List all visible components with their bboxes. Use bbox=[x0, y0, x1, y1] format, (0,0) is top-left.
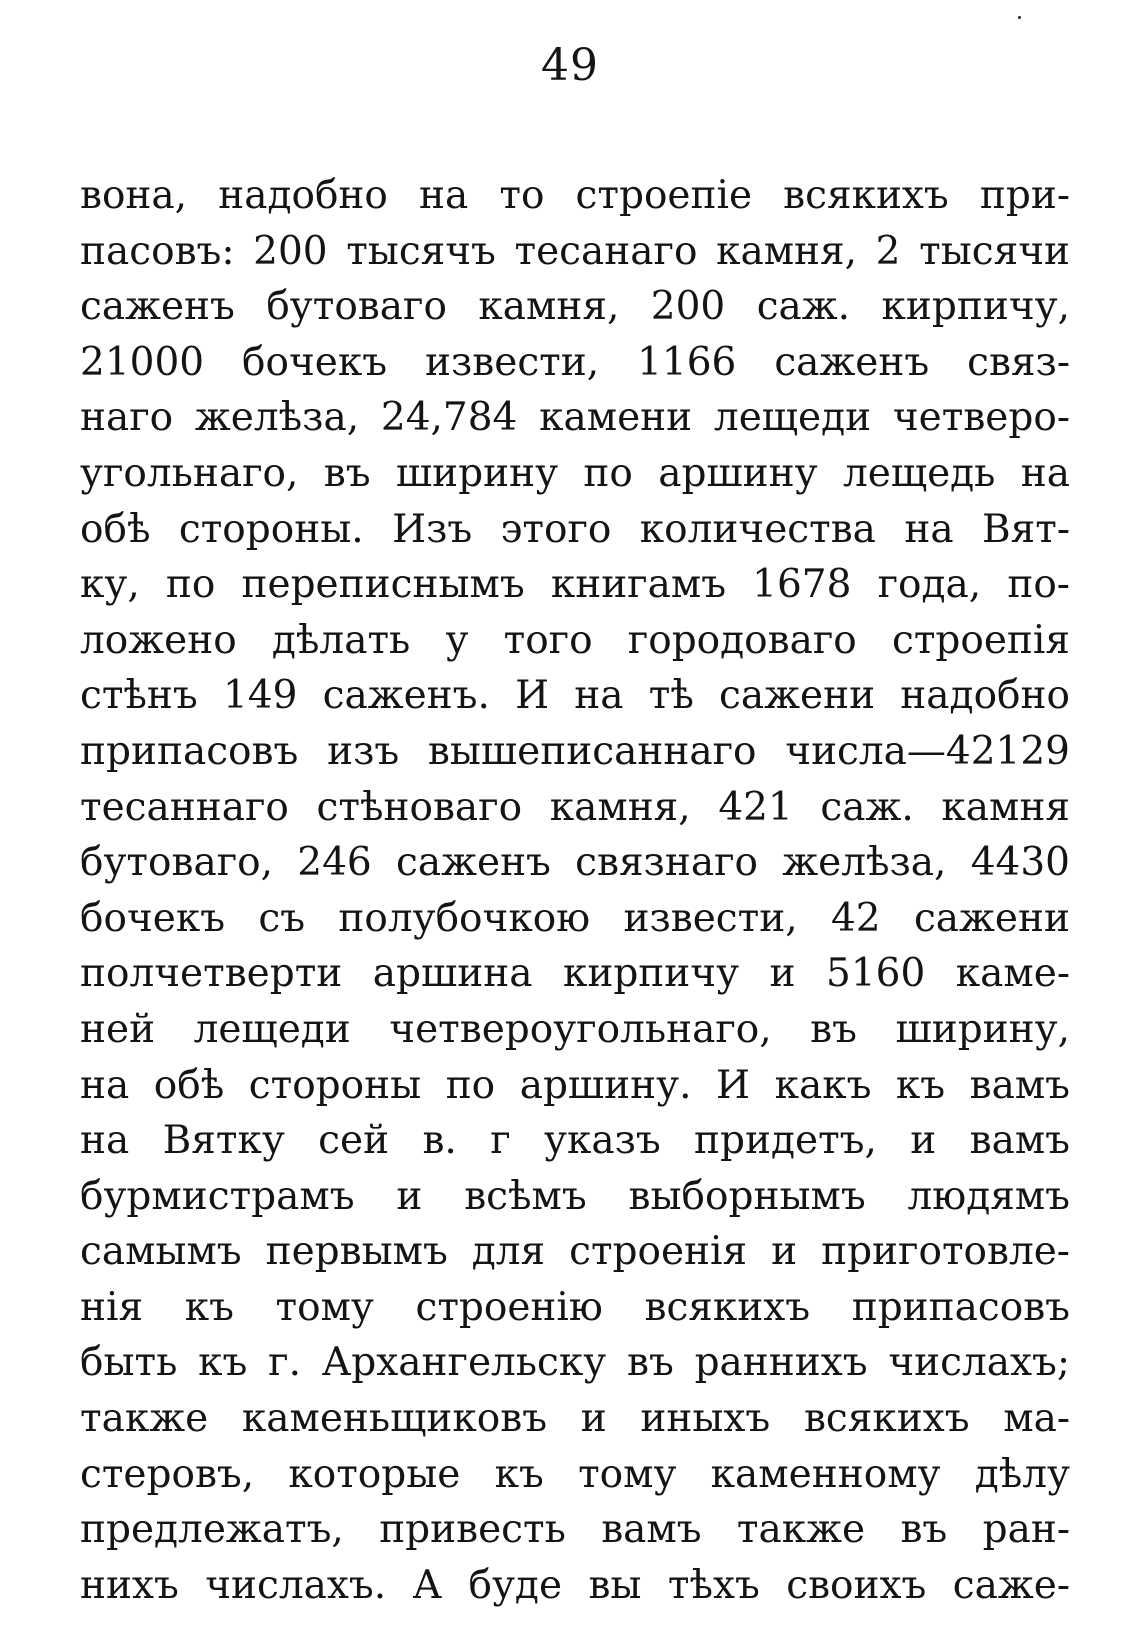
text-line: припасовъ изъ вышеписаннаго числа—42129 bbox=[80, 728, 1070, 774]
text-line: тесаннаго стѣноваго камня, 421 саж. камня bbox=[80, 784, 1070, 830]
text-line: нія къ тому строенію всякихъ припасовъ bbox=[80, 1284, 1070, 1330]
text-line: бурмистрамъ и всѣмъ выборнымъ людямъ bbox=[80, 1173, 1070, 1219]
text-line: бутоваго, 246 саженъ связнаго желѣза, 4430 bbox=[80, 840, 1070, 886]
text-line: ней лещеди четвероугольнаго, въ ширину, bbox=[80, 1006, 1070, 1052]
text-line: бочекъ съ полубочкою извести, 42 сажени bbox=[80, 895, 1070, 941]
body-text bbox=[80, 168, 1070, 1613]
text-line: угольнаго, въ ширину по аршину лещедь на bbox=[80, 450, 1070, 496]
text-line: полчетверти аршина кирпичу и 5160 каме- bbox=[80, 951, 1070, 997]
text-line: 21000 бочекъ извести, 1166 саженъ связ- bbox=[80, 339, 1070, 385]
text-line: на Вятку сей в. г указъ придетъ, и вамъ bbox=[80, 1118, 1070, 1164]
text-line: стѣнъ 149 саженъ. И на тѣ сажени надобно bbox=[80, 673, 1070, 719]
text-line: вона, надобно на то строепіе всякихъ при- bbox=[80, 173, 1070, 218]
text-line: предлежатъ, привесть вамъ также въ ран- bbox=[80, 1507, 1070, 1553]
text-line: обѣ стороны. Изъ этого количества на Вят- bbox=[80, 506, 1070, 552]
print-speck bbox=[1018, 16, 1021, 19]
text-line: пасовъ: 200 тысячъ тесанаго камня, 2 тысячи bbox=[80, 228, 1070, 274]
page-number: 49 bbox=[541, 40, 599, 91]
text-line: ку, по переписнымъ книгамъ 1678 года, по- bbox=[80, 562, 1070, 608]
text-line: быть къ г. Архангельску въ раннихъ числахъ; bbox=[80, 1340, 1070, 1386]
text-line: стеровъ, которые къ тому каменному дѣлу bbox=[80, 1451, 1070, 1497]
text-line: на обѣ стороны по аршину. И какъ къ вамъ bbox=[80, 1062, 1070, 1108]
text-line: наго желѣза, 24,784 камени лещеди четверо- bbox=[80, 395, 1070, 441]
text-line: самымъ первымъ для строенія и приготовле- bbox=[80, 1229, 1070, 1275]
text-line: нихъ числахъ. А буде вы тѣхъ своихъ саже- bbox=[80, 1562, 1070, 1608]
text-line: также каменьщиковъ и иныхъ всякихъ ма- bbox=[80, 1396, 1070, 1442]
text-line: саженъ бутоваго камня, 200 саж. кирпичу, bbox=[80, 284, 1070, 330]
text-line: ложено дѣлать у того городоваго строепія bbox=[80, 617, 1070, 663]
